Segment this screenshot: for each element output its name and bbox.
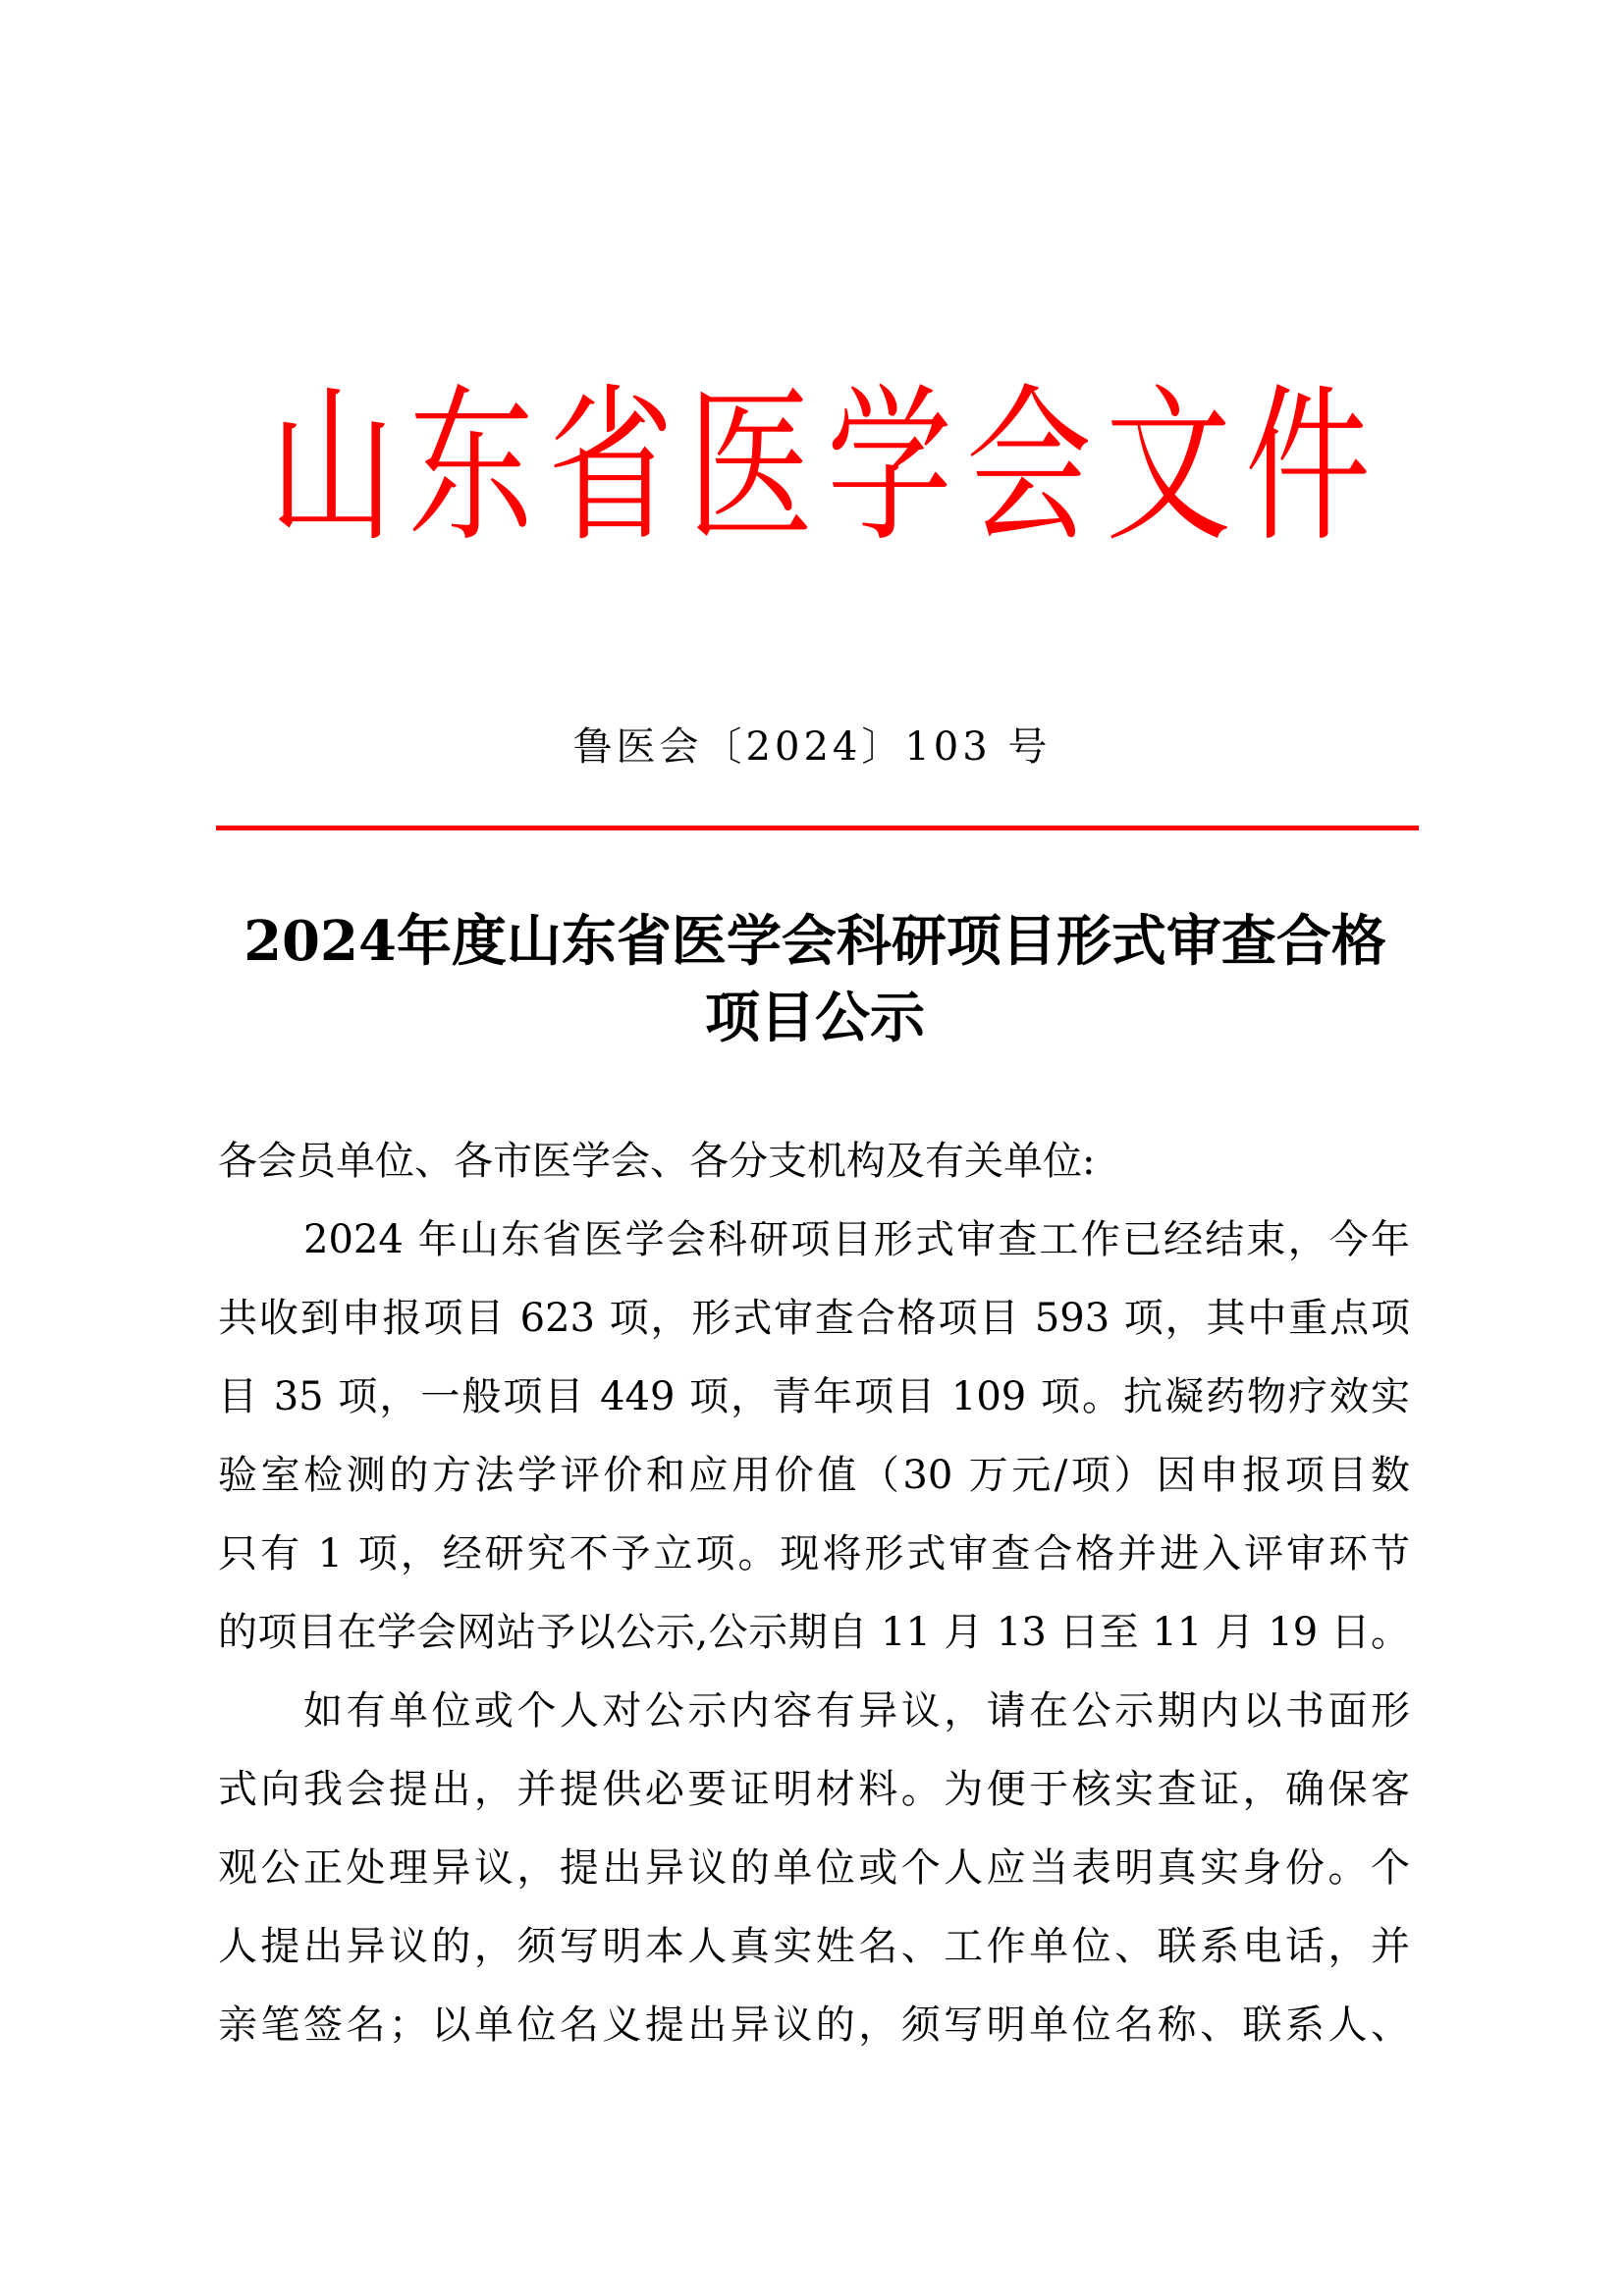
masthead-char: 件 <box>1244 369 1371 566</box>
masthead-title <box>265 365 1375 571</box>
masthead-char: 东 <box>407 369 534 566</box>
paragraph-1-line-1: 2024 年山东省医学会科研项目形式审查工作已经结束，今年 <box>303 1217 1410 1262</box>
paragraph-2-line-1: 如有单位或个人对公示内容有异议，请在公示期内以书面形 <box>303 1688 1410 1734</box>
paragraph-2-line-2: 式向我会提出，并提供必要证明材料。为便于核实查证，确保客 <box>218 1767 1410 1812</box>
masthead-char: 学 <box>826 369 952 566</box>
paragraph-1-line-5: 只有 1 项，经研究不予立项。现将形式审查合格并进入评审环节 <box>218 1531 1410 1576</box>
masthead-char: 文 <box>1105 369 1231 566</box>
masthead-char: 医 <box>686 369 813 566</box>
paragraph-1-line-3: 目 35 项，一般项目 449 项，青年项目 109 项。抗凝药物疗效实 <box>218 1374 1410 1419</box>
masthead-char: 会 <box>965 369 1092 566</box>
red-divider <box>216 826 1419 830</box>
paragraph-1-line-2: 共收到申报项目 623 项，形式审查合格项目 593 项，其中重点项 <box>218 1296 1410 1341</box>
paragraph-2-line-5: 亲笔签名；以单位名义提出异议的，须写明单位名称、联系人、 <box>218 2002 1410 2048</box>
salutation: 各会员单位、各市医学会、各分支机构及有关单位: <box>218 1139 1096 1184</box>
document-heading-line-2: 项目公示 <box>705 986 925 1050</box>
paragraph-2-line-3: 观公正处理异议，提出异议的单位或个人应当表明真实身份。个 <box>218 1845 1410 1891</box>
masthead-char: 省 <box>547 369 674 566</box>
paragraph-1-line-4: 验室检测的方法学评价和应用价值（30 万元/项）因申报项目数 <box>218 1453 1410 1498</box>
masthead-char: 山 <box>268 369 395 566</box>
document-number: 鲁医会〔2024〕103 号 <box>572 724 1052 770</box>
paragraph-2-line-4: 人提出异议的，须写明本人真实姓名、工作单位、联系电话，并 <box>218 1924 1410 1969</box>
document-heading-line-1: 2024年度山东省医学会科研项目形式审查合格 <box>244 909 1386 974</box>
paragraph-1-line-6: 的项目在学会网站予以公示,公示期自 11 月 13 日至 11 月 19 日。 <box>218 1610 1410 1655</box>
